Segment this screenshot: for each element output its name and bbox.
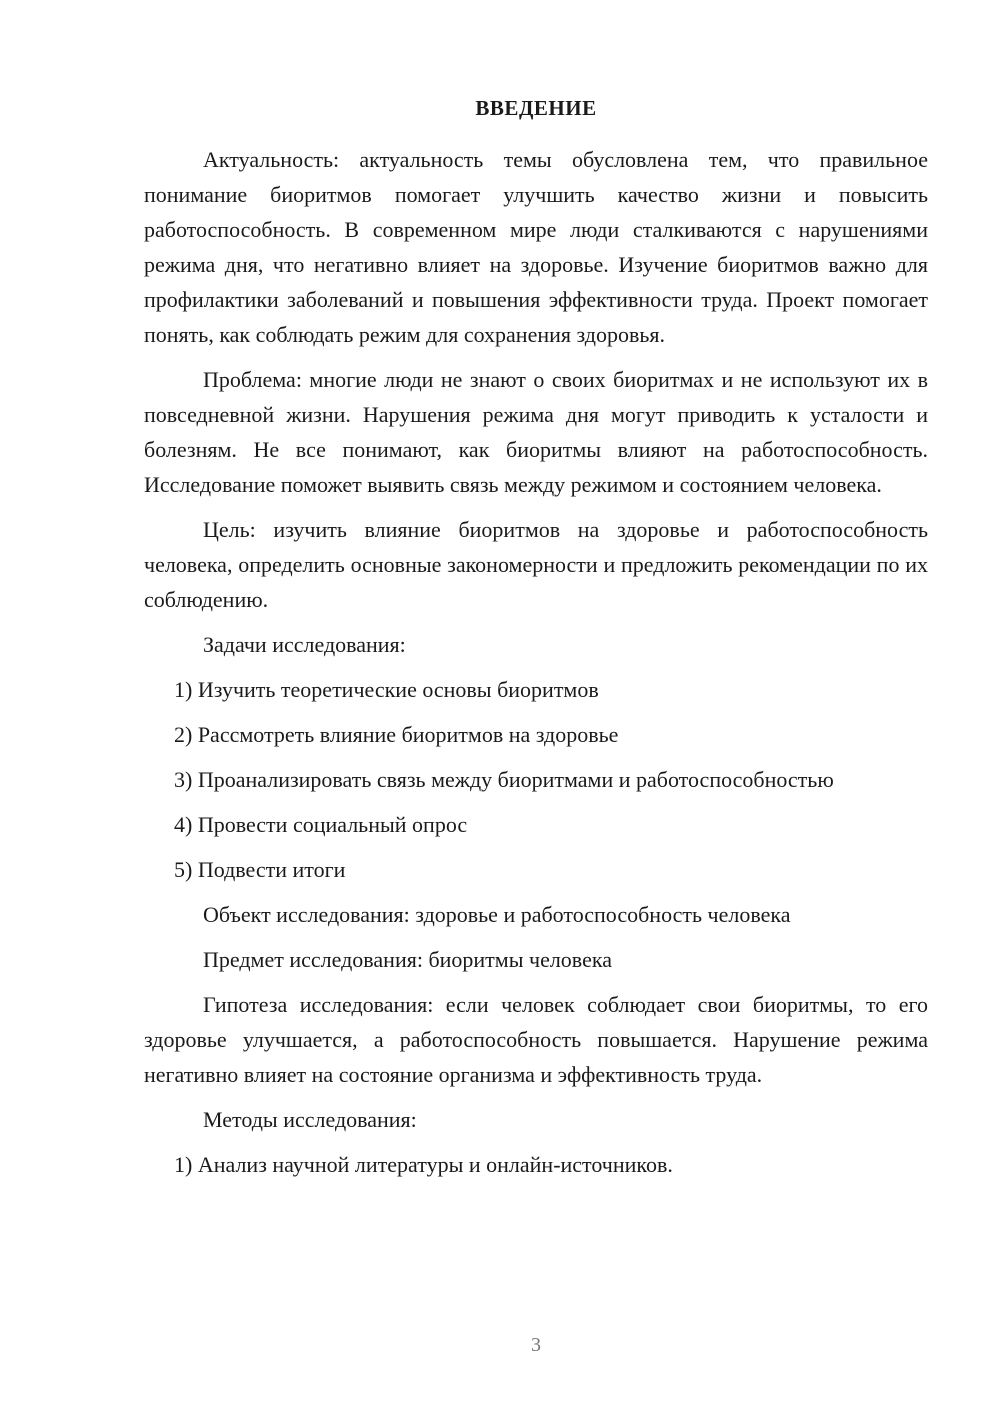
page-title: ВВЕДЕНИЕ (475, 96, 597, 120)
tasks-heading: Задачи исследования: (203, 632, 406, 657)
task-item-3: 3) Проанализировать связь между биоритмами и работоспособностью (174, 767, 834, 792)
page-content (144, 142, 928, 1192)
goal-paragraph: Цель: изучить влияние биоритмов на здоровье и работоспособность человека, определить основные закономерности и предложить рекомендации по их соблюдению. (144, 517, 928, 612)
method-item-1: 1) Анализ научной литературы и онлайн-источников. (174, 1152, 673, 1177)
methods-heading: Методы исследования: (203, 1107, 417, 1132)
relevance-paragraph: Актуальность: актуальность темы обусловлена тем, что правильное понимание биоритмов помогает улучшить качество жизни и повысить работоспособность. В современном мире люди сталкиваются с нарушениями режима дня, что негативно влияет на здоровье. Изучение биоритмов важно для профилактики заболеваний и повышения эффективности труда. Проект помогает понять, как соблюдать режим для сохранения здоровья. (144, 147, 928, 347)
hypothesis-paragraph: Гипотеза исследования: если человек соблюдает свои биоритмы, то его здоровье улучшается, а работоспособность повышается. Нарушение режима негативно влияет на состояние организма и эффективность труда. (144, 992, 928, 1087)
task-item-1: 1) Изучить теоретические основы биоритмов (174, 677, 599, 702)
task-item-2: 2) Рассмотреть влияние биоритмов на здоровье (174, 722, 619, 747)
research-subject: Предмет исследования: биоритмы человека (203, 947, 612, 972)
task-item-5: 5) Подвести итоги (174, 857, 346, 882)
task-item-4: 4) Провести социальный опрос (174, 812, 468, 837)
research-object: Объект исследования: здоровье и работоспособность человека (203, 902, 791, 927)
problem-paragraph: Проблема: многие люди не знают о своих биоритмах и не используют их в повседневной жизни. Нарушения режима дня могут приводить к усталости и болезням. Не все понимают, как биоритмы влияют на работоспособность. Исследование поможет выявить связь между режимом и состоянием человека. (144, 367, 928, 497)
page-number: 3 (531, 1334, 541, 1356)
